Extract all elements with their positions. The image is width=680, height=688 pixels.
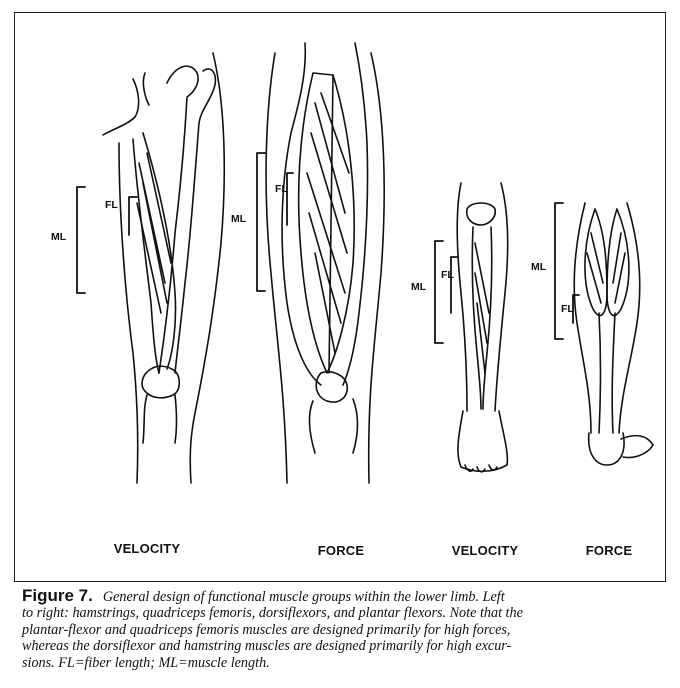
panel-label-dorsiflexors: VELOCITY [451,543,519,558]
figure-frame [14,12,666,582]
fl-label-dorsiflexors: FL [441,269,454,281]
panel-label-quadriceps: FORCE [317,543,365,558]
dorsiflexors-drawing [457,183,507,472]
caption-line: plantar-flexor and quadriceps femoris muscles are designed primarily for high forces, [22,621,511,638]
plantar-flexors-drawing [574,203,653,465]
ml-label-quadriceps: ML [231,213,247,225]
hamstrings-drawing [103,53,224,483]
ml-label-plantar-flexors: ML [531,261,547,273]
fl-label-hamstrings: FL [105,199,118,211]
figure-caption [22,588,662,671]
caption-line [22,588,662,605]
ml-label-hamstrings: ML [51,231,67,243]
panel-label-hamstrings: VELOCITY [113,541,181,556]
ml-label-dorsiflexors: ML [411,281,427,293]
caption-line: sions. FL=fiber length; ML=muscle length. [22,654,270,671]
muscle-illustration [15,13,667,583]
panel-label-plantar-flexors: FORCE [585,543,633,558]
fl-label-plantar-flexors: FL [561,303,574,315]
caption-title: Figure 7. [22,586,93,605]
caption-line: whereas the dorsiflexor and hamstring muscles are designed primarily for high excur- [22,638,512,655]
caption-line: to right: hamstrings, quadriceps femoris, dorsiflexors, and plantar flexors. Note that the [22,605,523,622]
fl-label-quadriceps: FL [275,183,288,195]
caption-line-text: General design of functional muscle groups within the lower limb. Left [102,589,505,605]
quadriceps-drawing [266,43,384,483]
